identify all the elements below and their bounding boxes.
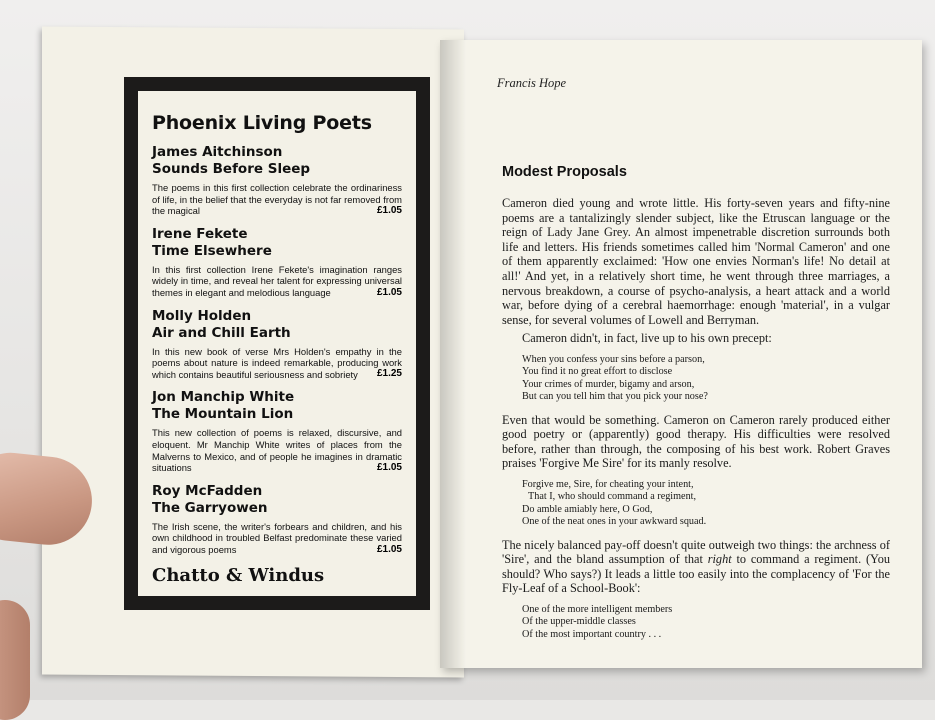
hand-edge [0, 600, 30, 720]
verse-line: Your crimes of murder, bigamy and arson, [522, 378, 695, 390]
verse-line: One of the more intelligent members [522, 603, 673, 615]
book-gutter [440, 40, 466, 668]
entry-price: £1.25 [376, 368, 402, 380]
paragraph-text: The nicely balanced pay-off doesn't quite outweigh two things: the archness of 'Sire', and the bland assumption of that [502, 537, 890, 567]
verse-quote [522, 604, 890, 641]
paragraph: Cameron didn't, in fact, live up to his own precept: [522, 331, 772, 346]
entry-book-title: Air and Chill Earth [152, 324, 291, 341]
entry-description: The poems in this first collection celebrate the ordinariness of life, in the belief that the everyday is not far removed from the magical [152, 182, 402, 217]
entry-price: £1.05 [376, 204, 402, 216]
verse-line: Of the upper-middle classes [522, 616, 636, 628]
verse-line: Of the most important country . . . [522, 628, 662, 640]
book-entry [152, 144, 402, 216]
advertisement-frame [124, 77, 430, 610]
verse-line: But can you tell him that you pick your nose? [522, 391, 708, 403]
entry-author: Molly Holden [152, 307, 252, 324]
paragraph-text: to command a regiment. (You should? Who says?) It leads a little too easily into the complacency of 'For the Fly-Leaf of a School-Book': [502, 552, 890, 596]
book-entry [152, 226, 402, 298]
entry-description: In this new book of verse Mrs Holden's empathy in the poems about nature is indeed remarkable, producing work which contains beautiful seriousness and sobriety [152, 345, 402, 380]
entry-author: Irene Fekete [152, 225, 248, 242]
paragraph: Even that would be something. Cameron on Cameron rarely produced either good poetry or (apparently) good therapy. His difficulties were resolved before, rather than through, the composing of his best work. Robert Graves praises 'Forgive Me Sire' for its manly resolve. [502, 412, 890, 471]
entry-description: This new collection of poems is relaxed, discursive, and eloquent. Mr Manchip White writes of places from the Malverns to Mexico, and of people he imagines in dramatic situations [152, 427, 402, 474]
advertisement-panel [138, 91, 416, 596]
verse-line: When you confess your sins before a parson, [522, 353, 705, 365]
entry-author: Jon Manchip White [152, 389, 295, 406]
verse-line: Do amble amiably here, O God, [522, 503, 653, 515]
verse-line: Forgive me, Sire, for cheating your intent, [522, 478, 694, 490]
verse-line: That I, who should command a regiment, [528, 491, 697, 503]
article-title: Modest Proposals [502, 164, 627, 180]
verse-line: One of the neat ones in your awkward squad. [522, 516, 707, 528]
entry-author: Roy McFadden [152, 482, 263, 499]
entry-price: £1.05 [376, 461, 402, 473]
publisher-logo: Chatto & Windus [152, 564, 325, 586]
running-header: Francis Hope [497, 76, 567, 90]
verse-quote [522, 479, 890, 529]
entry-description: In this first collection Irene Fekete's imagination ranges widely in time, and reveal her talent for expressing universal themes in elegant and melodious language [152, 263, 402, 298]
entry-book-title: The Mountain Lion [152, 406, 294, 423]
paragraph [502, 538, 890, 596]
entry-book-title: Sounds Before Sleep [152, 161, 311, 177]
ad-title: Phoenix Living Poets [152, 112, 372, 134]
entry-description: The Irish scene, the writer's forbears and children, and his own childhood in troubled Belfast predominate these varied and vigorous poems [152, 520, 402, 555]
verse-quote [522, 354, 890, 404]
article-body [502, 196, 890, 650]
entry-book-title: Time Elsewhere [152, 242, 272, 259]
emphasis-text: right [707, 552, 732, 567]
book-entry [152, 308, 402, 380]
entry-price: £1.05 [376, 286, 402, 298]
book-entry [152, 483, 402, 555]
entry-price: £1.05 [376, 543, 402, 555]
entry-author: James Aitchinson [152, 144, 283, 160]
verse-line: You find it no great effort to disclose [522, 366, 673, 378]
entry-book-title: The Garryowen [152, 499, 268, 516]
book-entry [152, 389, 402, 472]
paragraph: Cameron died young and wrote little. His forty-seven years and fifty-nine poems are a tantalizingly slender subject, like the Etruscan language or the reign of Lady Jane Grey. An almost impenetrable discretion surrounds both life and letters. His friends sometimes called him 'Normal Cameron' and one of them apparently exclaimed: 'How one envies Norman's life! No detail at all!' And yet, in a relatively short time, he went through three marriages, a nervous breakdown, a course of psycho-analysis, a heart attack and a world war, before dying of a cerebral haemorrhage: enough 'material', in a vulgar sense, for several volumes of Lowell and Berryman. [502, 196, 890, 327]
